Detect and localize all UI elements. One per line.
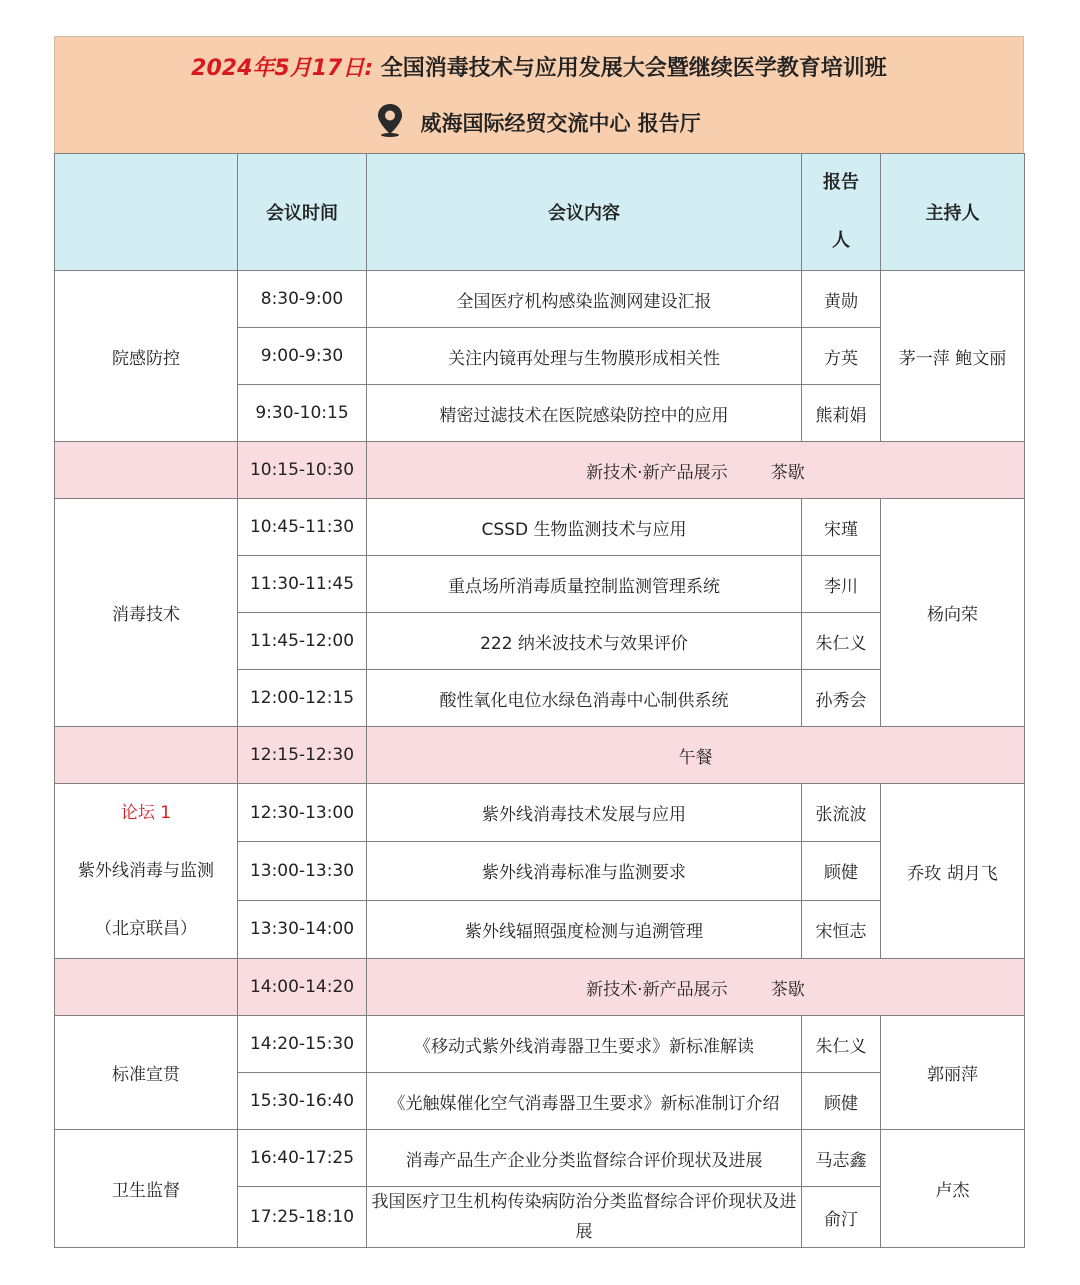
time-cell: 9:30-10:15 — [238, 385, 367, 442]
speaker-cell: 顾健 — [802, 842, 881, 900]
header-content: 会议内容 — [367, 154, 802, 271]
host-cell: 郭丽萍 — [881, 1016, 1025, 1130]
time-cell: 13:30-14:00 — [238, 900, 367, 958]
break-blank — [55, 727, 238, 784]
time-cell: 13:00-13:30 — [238, 842, 367, 900]
header-blank — [55, 154, 238, 271]
content-cell: 紫外线消毒标准与监测要求 — [367, 842, 802, 900]
break-blank — [55, 959, 238, 1016]
time-cell: 15:30-16:40 — [238, 1073, 367, 1130]
speaker-cell: 孙秀会 — [802, 670, 881, 727]
header-host: 主持人 — [881, 154, 1025, 271]
time-cell: 11:45-12:00 — [238, 613, 367, 670]
table-row — [55, 1130, 1025, 1187]
content-cell: 关注内镜再处理与生物膜形成相关性 — [367, 328, 802, 385]
speaker-cell: 黄勋 — [802, 271, 881, 328]
header-row — [55, 154, 1025, 271]
banner-title: 全国消毒技术与应用发展大会暨继续医学教育培训班 — [380, 56, 887, 81]
break-blank — [55, 442, 238, 499]
speaker-cell: 熊莉娟 — [802, 385, 881, 442]
content-cell: 紫外线消毒技术发展与应用 — [367, 784, 802, 842]
time-cell: 16:40-17:25 — [238, 1130, 367, 1187]
section-label: 院感防控 — [55, 271, 238, 442]
banner-venue-line — [55, 107, 1023, 142]
header-time: 会议时间 — [238, 154, 367, 271]
break-content: 午餐 — [367, 727, 1025, 784]
table-row — [55, 499, 1025, 556]
content-cell: 全国医疗机构感染监测网建设汇报 — [367, 271, 802, 328]
break-content: 新技术·新产品展示 茶歇 — [367, 442, 1025, 499]
content-cell: 精密过滤技术在医院感染防控中的应用 — [367, 385, 802, 442]
speaker-cell: 朱仁义 — [802, 1016, 881, 1073]
section-label: 标准宣贯 — [55, 1016, 238, 1130]
section-label: 消毒技术 — [55, 499, 238, 727]
location-pin-icon — [377, 103, 403, 142]
break-content: 新技术·新产品展示 茶歇 — [367, 959, 1025, 1016]
content-cell: 《移动式紫外线消毒器卫生要求》新标准解读 — [367, 1016, 802, 1073]
speaker-cell: 张流波 — [802, 784, 881, 842]
speaker-cell: 李川 — [802, 556, 881, 613]
speaker-cell: 宋恒志 — [802, 900, 881, 958]
time-cell: 12:30-13:00 — [238, 784, 367, 842]
host-cell: 乔玫 胡月飞 — [881, 784, 1025, 959]
forum-label: 论坛 1 — [120, 803, 172, 823]
header-speaker-line2: 人 — [832, 230, 850, 251]
banner-venue: 威海国际经贸交流中心 报告厅 — [420, 111, 701, 136]
content-cell: CSSD 生物监测技术与应用 — [367, 499, 802, 556]
banner-title-line — [55, 51, 1023, 82]
content-cell: 重点场所消毒质量控制监测管理系统 — [367, 556, 802, 613]
time-cell: 9:00-9:30 — [238, 328, 367, 385]
time-cell: 17:25-18:10 — [238, 1187, 367, 1248]
section-label — [55, 784, 238, 959]
content-cell: 《光触媒催化空气消毒器卫生要求》新标准制订介绍 — [367, 1073, 802, 1130]
forum-sponsor: （北京联昌） — [95, 919, 197, 939]
forum-title: 紫外线消毒与监测 — [78, 861, 214, 881]
section-label: 卫生监督 — [55, 1130, 238, 1248]
schedule-banner — [54, 36, 1024, 153]
content-cell: 紫外线辐照强度检测与追溯管理 — [367, 900, 802, 958]
time-cell: 14:20-15:30 — [238, 1016, 367, 1073]
speaker-cell: 顾健 — [802, 1073, 881, 1130]
break-row — [55, 442, 1025, 499]
host-cell: 茅一萍 鲍文丽 — [881, 271, 1025, 442]
content-cell: 222 纳米波技术与效果评价 — [367, 613, 802, 670]
speaker-cell: 马志鑫 — [802, 1130, 881, 1187]
header-speaker-line1: 报告 — [823, 172, 859, 193]
speaker-cell: 俞汀 — [802, 1187, 881, 1248]
content-cell: 我国医疗卫生机构传染病防治分类监督综合评价现状及进展 — [367, 1187, 802, 1248]
table-row — [55, 1016, 1025, 1073]
time-cell: 12:00-12:15 — [238, 670, 367, 727]
header-speaker — [802, 154, 881, 271]
time-cell: 8:30-9:00 — [238, 271, 367, 328]
time-cell: 10:45-11:30 — [238, 499, 367, 556]
schedule — [54, 36, 1024, 1248]
time-cell: 11:30-11:45 — [238, 556, 367, 613]
host-cell: 卢杰 — [881, 1130, 1025, 1248]
break-row — [55, 727, 1025, 784]
time-cell: 12:15-12:30 — [238, 727, 367, 784]
speaker-cell: 宋瑾 — [802, 499, 881, 556]
time-cell: 10:15-10:30 — [238, 442, 367, 499]
table-row — [55, 271, 1025, 328]
content-cell: 酸性氧化电位水绿色消毒中心制供系统 — [367, 670, 802, 727]
speaker-cell: 朱仁义 — [802, 613, 881, 670]
table-row — [55, 784, 1025, 842]
time-cell: 14:00-14:20 — [238, 959, 367, 1016]
schedule-table — [54, 153, 1025, 1248]
content-cell: 消毒产品生产企业分类监督综合评价现状及进展 — [367, 1130, 802, 1187]
speaker-cell: 方英 — [802, 328, 881, 385]
host-cell: 杨向荣 — [881, 499, 1025, 727]
banner-date: 2024年5月17日: — [191, 56, 374, 81]
break-row — [55, 959, 1025, 1016]
